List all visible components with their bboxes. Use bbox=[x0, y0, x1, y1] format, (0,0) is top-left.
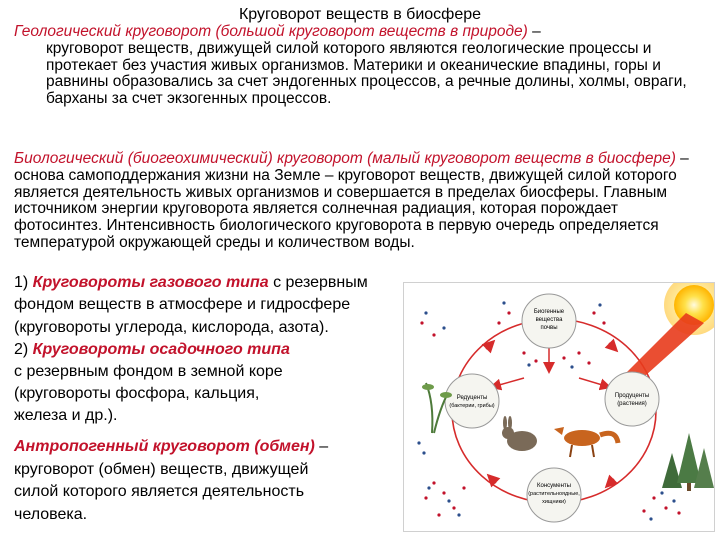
types-line-6: (круговороты фосфора, кальция, bbox=[14, 385, 260, 402]
anthro-line-2: круговорот (обмен) веществ, движущей bbox=[14, 461, 309, 478]
anthropogenic-cycle-term: Антропогенный круговорот (обмен) bbox=[14, 438, 315, 455]
types-line-7: железа и др.). bbox=[14, 407, 118, 424]
geological-cycle-dash: – bbox=[527, 23, 541, 40]
node-left bbox=[445, 374, 499, 428]
svg-text:Редуценты: Редуценты bbox=[456, 395, 488, 401]
svg-text:Продуценты: Продуценты bbox=[614, 393, 650, 399]
types-line-3: (круговороты углерода, кислорода, азота). bbox=[14, 319, 329, 336]
fox-icon bbox=[554, 427, 618, 457]
tree-icon bbox=[662, 433, 714, 491]
types-line-5: с резервным фондом в земной коре bbox=[14, 363, 283, 380]
biosphere-cycle-figure bbox=[403, 282, 715, 532]
svg-text:Консументы: Консументы bbox=[537, 483, 571, 489]
node-right bbox=[605, 372, 659, 426]
sediment-cycle-term: Круговороты осадочного типа bbox=[32, 341, 290, 358]
page-title: Круговорот веществ в биосфере bbox=[238, 6, 482, 23]
anthro-line-4: человека. bbox=[14, 506, 88, 523]
types-line-2: фондом веществ в атмосфере и гидросфере bbox=[14, 296, 351, 313]
svg-text:(бактерии, грибы): (бактерии, грибы) bbox=[449, 403, 495, 409]
biological-cycle-body: – основа самоподдержания жизни на Земле – круговорот веществ, движущей силой которого является деятельность живых организмов и совершается в пределах биосферы. Главным источником энергии круговорота является солнечная радиация, которая порождает фотосинтез. Интенсивность биологического круговорота в первую очередь определяется температурой окружающей среды и количеством воды. bbox=[14, 150, 689, 251]
types-line-4: 2) Круговороты осадочного типа bbox=[14, 341, 290, 358]
cycle-diagram bbox=[404, 283, 714, 531]
anthro-line-3: силой которого является деятельность bbox=[14, 483, 305, 500]
anthro-line-1: Антропогенный круговорот (обмен) – bbox=[14, 438, 329, 455]
svg-text:почвы: почвы bbox=[540, 325, 558, 331]
types-line-1: 1) Круговороты газового типа с резервным bbox=[14, 274, 368, 291]
svg-text:(растительноядные,: (растительноядные, bbox=[528, 491, 580, 497]
biological-cycle-paragraph bbox=[14, 151, 706, 252]
svg-text:хищники): хищники) bbox=[542, 499, 566, 505]
svg-text:вещества: вещества bbox=[535, 317, 563, 323]
geological-cycle-body: круговорот веществ, движущей силой которого являются геологические процессы и протекает без участия живых организмов. Материки и океанические впадины, горы и равнины образовались за счет эндогенных процессов, а речные долины, холмы, овраги, барханы за счет экзогенных процессов. bbox=[46, 39, 687, 108]
svg-text:Биогенные: Биогенные bbox=[533, 309, 565, 315]
node-top bbox=[522, 294, 576, 348]
biological-cycle-term: Биологический (биогеохимический) круговорот (малый круговорот веществ в биосфере) bbox=[14, 150, 676, 167]
svg-text:(растения): (растения) bbox=[617, 401, 647, 407]
node-bottom bbox=[527, 468, 581, 522]
gas-cycle-term: Круговороты газового типа bbox=[32, 274, 269, 291]
geological-cycle-paragraph bbox=[14, 24, 706, 108]
geological-cycle-term: Геологический круговорот (большой круговорот веществ в природе) bbox=[14, 23, 528, 40]
rabbit-icon bbox=[502, 416, 537, 451]
